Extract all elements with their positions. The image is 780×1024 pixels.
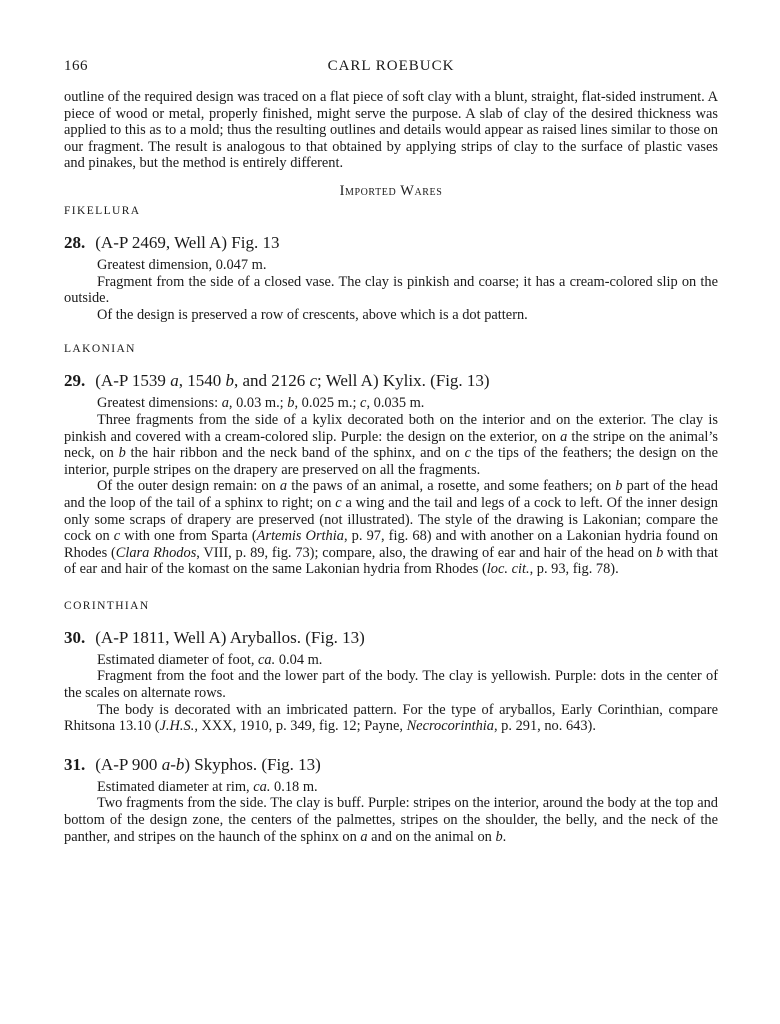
running-head <box>64 52 718 76</box>
page-number: 166 <box>64 58 88 74</box>
entry-number: 28. <box>64 232 86 252</box>
entry-28-description: Fragment from the side of a closed vase. The clay is pinkish and coarse; it has a cream-colored slip on the outside. <box>64 273 718 307</box>
page-body <box>64 52 718 845</box>
entry-31-description: Two fragments from the side. The clay is buff. Purple: stripes on the interior, around the body at the top and bottom of the design zone, the centers of the palmettes, stripes on the shoulder, the belly, and the neck of the panther, and stripes on the haunch of the sphinx on a and on the animal on b. <box>64 795 718 845</box>
entry-31-dimension: Estimated diameter at rim, ca. 0.18 m. <box>97 778 318 795</box>
entry-30-dimension: Estimated diameter of foot, ca. 0.04 m. <box>97 651 323 668</box>
section-title: Imported Wares <box>339 182 443 199</box>
category-corinthian: CORINTHIAN <box>64 599 150 612</box>
entry-number: 31. <box>64 754 86 774</box>
entry-heading-28 <box>64 233 718 253</box>
entry-title: (A-P 1539 a, 1540 b, and 2126 c; Well A) Kylix. (Fig. 13) <box>95 371 490 391</box>
category-fikellura: FIKELLURA <box>64 204 141 217</box>
entry-29-description: Three fragments from the side of a kylix decorated both on the interior and on the exterior. The clay is pinkish and covered with a cream-colored slip. Purple: the design on the exterior, on a the stripe on the animal’s neck, on b the hair ribbon and the neck band of the sphinx, and on c the tips of the feathers; the design on the interior, purple stripes on the drapery are preserved on all the fragments. <box>64 411 718 478</box>
intro-paragraph: outline of the required design was traced on a flat piece of soft clay with a blunt, straight, flat-sided instrument. A piece of wood or metal, properly finished, might serve the purpose. A slab of clay of the desired thickness was applied to this as to a mold; thus the resulting outlines and details would appear as raised lines similar to those on our fragment. The result is analogous to that obtained by applying strips of clay to the surface of plastic vases and pinakes, but the method is entirely different. <box>64 89 718 172</box>
entry-title: (A-P 2469, Well A) Fig. 13 <box>95 232 280 252</box>
entry-title: (A-P 1811, Well A) Aryballos. (Fig. 13) <box>95 627 365 647</box>
category-lakonian: LAKONIAN <box>64 343 136 356</box>
entry-29-design: Of the outer design remain: on a the paws of an animal, a rosette, and some feathers; on b part of the head and the loop of the tail of a sphinx to right; on c a wing and the tail and legs of a cock to left. Of the inner design only some scraps of drapery are preserved (not illustrated). The style of the drawing is Lakonian; compare the cock on c with one from Sparta (Artemis Orthia, p. 97, fig. 68) and with another on a Lakonian hydria found on Rhodes (Clara Rhodos, VIII, p. 89, fig. 73); compare, also, the drawing of ear and hair of the head on b with that of ear and hair of the komast on the same Lakonian hydria from Rhodes (loc. cit., p. 93, fig. 78). <box>64 478 719 578</box>
entry-heading-30 <box>64 628 718 648</box>
entry-heading-31 <box>64 755 718 775</box>
entry-heading-29 <box>64 371 718 391</box>
entry-number: 29. <box>64 371 86 391</box>
entry-30-design: The body is decorated with an imbricated pattern. For the type of aryballos, Early Corinthian, compare Rhitsona 13.10 (J.H.S., XXX, 1910, p. 349, fig. 12; Payne, Necrocorinthia, p. 291, no. 643). <box>64 701 718 735</box>
entry-number: 30. <box>64 627 86 647</box>
entry-28-dimension: Greatest dimension, 0.047 m. <box>97 256 267 273</box>
entry-29-dimensions: Greatest dimensions: a, 0.03 m.; b, 0.025 m.; c, 0.035 m. <box>97 395 425 412</box>
entry-28-design: Of the design is preserved a row of crescents, above which is a dot pattern. <box>97 306 528 323</box>
entry-30-description: Fragment from the foot and the lower part of the body. The clay is yellowish. Purple: dots in the center of the scales on alternate rows. <box>64 668 718 702</box>
author-name: CARL ROEBUCK <box>327 58 455 74</box>
entry-title: (A-P 900 a-b) Skyphos. (Fig. 13) <box>95 754 321 774</box>
